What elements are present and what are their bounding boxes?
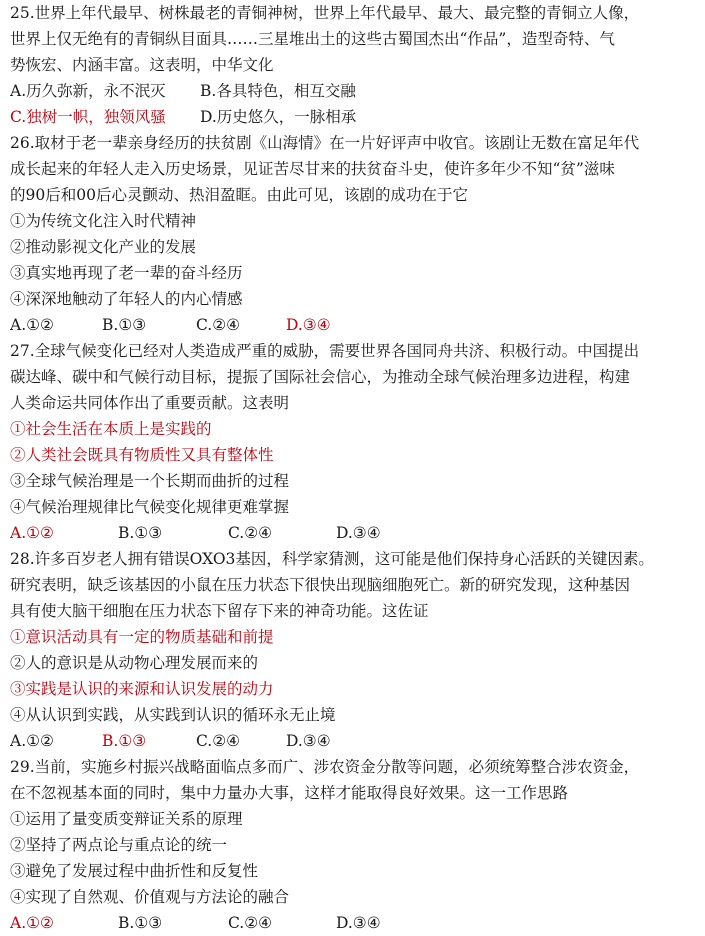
q29-option-a: A.①② [10, 914, 54, 932]
q27-option-a: A.①② [10, 524, 54, 542]
q28-options-row [10, 728, 705, 754]
q29-stem-line-1: 29.当前，实施乡村振兴战略面临点多而广、涉农资金分散等问题，必须统筹整合涉农资金， [10, 758, 640, 776]
q25-option-d: D.历史悠久，一脉相承 [200, 108, 357, 126]
q27-stem-line-1: 27.全球气候变化已经对人类造成严重的威胁，需要世界各国同舟共济、积极行动。中国提出 [10, 342, 640, 360]
q26-item-4: ④深深地触动了年轻人的内心情感 [10, 290, 243, 308]
q27-options-row [10, 520, 705, 546]
q28-item-3: ③实践是认识的来源和认识发展的动力 [10, 680, 274, 698]
q28-item-4: ④从认识到实践，从实践到认识的循环永无止境 [10, 706, 336, 724]
q28-item-2: ②人的意识是从动物心理发展而来的 [10, 654, 259, 672]
q29-item-4: ④实现了自然观、价值观与方法论的融合 [10, 888, 290, 906]
q25-option-b: B.各具特色，相互交融 [200, 82, 356, 100]
q26-item-3: ③真实地再现了老一辈的奋斗经历 [10, 264, 243, 282]
q26-option-a: A.①② [10, 316, 54, 334]
q27-stem-line-3: 人类命运共同体作出了重要贡献。这表明 [10, 394, 290, 412]
q25-options-row-1 [10, 78, 705, 104]
q25-stem-line-1: 25.世界上年代最早、树株最老的青铜神树，世界上年代最早、最大、最完整的青铜立人像， [10, 4, 640, 22]
q27-option-d: D.③④ [336, 524, 381, 542]
q26-stem-line-3: 的90后和00后心灵颤动、热泪盈眶。由此可见，该剧的成功在于它 [10, 186, 468, 204]
q25-option-c: C.独树一帜，独领风骚 [10, 108, 166, 126]
q26-stem-line-2: 成长起来的年轻人走入历史场景，见证苦尽甘来的扶贫奋斗史，使许多年少不知“贫”滋味 [10, 160, 615, 178]
q28-option-b: B.①③ [102, 732, 147, 750]
q27-option-c: C.②④ [228, 524, 273, 542]
q29-item-2: ②坚持了两点论与重点论的统一 [10, 836, 228, 854]
q29-item-1: ①运用了量变质变辩证关系的原理 [10, 810, 243, 828]
q28-stem-line-3: 具有使大脑干细胞在压力状态下留存下来的神奇功能。这佐证 [10, 602, 429, 620]
q26-option-b: B.①③ [102, 316, 147, 334]
q25-option-a: A.历久弥新，永不泯灭 [10, 82, 166, 100]
q27-option-b: B.①③ [118, 524, 163, 542]
q26-stem-line-1: 26.取材于老一辈亲身经历的扶贫剧《山海情》在一片好评声中收官。该剧让无数在富足年代 [10, 134, 640, 152]
q28-option-c: C.②④ [196, 732, 241, 750]
q26-option-d: D.③④ [286, 316, 331, 334]
q27-item-2: ②人类社会既具有物质性又具有整体性 [10, 446, 274, 464]
q29-option-b: B.①③ [118, 914, 163, 932]
q28-item-1: ①意识活动具有一定的物质基础和前提 [10, 628, 274, 646]
q29-options-row [10, 910, 705, 936]
q27-item-3: ③全球气候治理是一个长期而曲折的过程 [10, 472, 290, 490]
q25-stem-line-3: 势恢宏、内涵丰富。这表明，中华文化 [10, 56, 274, 74]
q29-option-c: C.②④ [228, 914, 273, 932]
q26-option-c: C.②④ [196, 316, 241, 334]
q29-stem-line-2: 在不忽视基本面的同时，集中力量办大事，这样才能取得良好效果。这一工作思路 [10, 784, 569, 802]
q27-stem-line-2: 碳达峰、碳中和气候行动目标，提振了国际社会信心，为推动全球气候治理多边进程，构建 [10, 368, 631, 386]
q25-options-row-2 [10, 104, 705, 130]
q27-item-1: ①社会生活在本质上是实践的 [10, 420, 212, 438]
q26-item-1: ①为传统文化注入时代精神 [10, 212, 197, 230]
q28-option-d: D.③④ [286, 732, 331, 750]
q29-item-3: ③避免了发展过程中曲折性和反复性 [10, 862, 259, 880]
q28-stem-line-2: 研究表明，缺乏该基因的小鼠在压力状态下很快出现脑细胞死亡。新的研究发现，这种基因 [10, 576, 631, 594]
q26-options-row [10, 312, 705, 338]
q26-item-2: ②推动影视文化产业的发展 [10, 238, 197, 256]
q25-stem-line-2: 世界上仅无绝有的青铜纵目面具……三星堆出土的这些古蜀国杰出“作品”，造型奇特、气 [10, 30, 615, 48]
q27-item-4: ④气候治理规律比气候变化规律更难掌握 [10, 498, 290, 516]
q28-stem-line-1: 28.许多百岁老人拥有错误OXO3基因，科学家猜测，这可能是他们保持身心活跃的关键因素。 [10, 550, 654, 568]
q29-option-d: D.③④ [336, 914, 381, 932]
q28-option-a: A.①② [10, 732, 54, 750]
